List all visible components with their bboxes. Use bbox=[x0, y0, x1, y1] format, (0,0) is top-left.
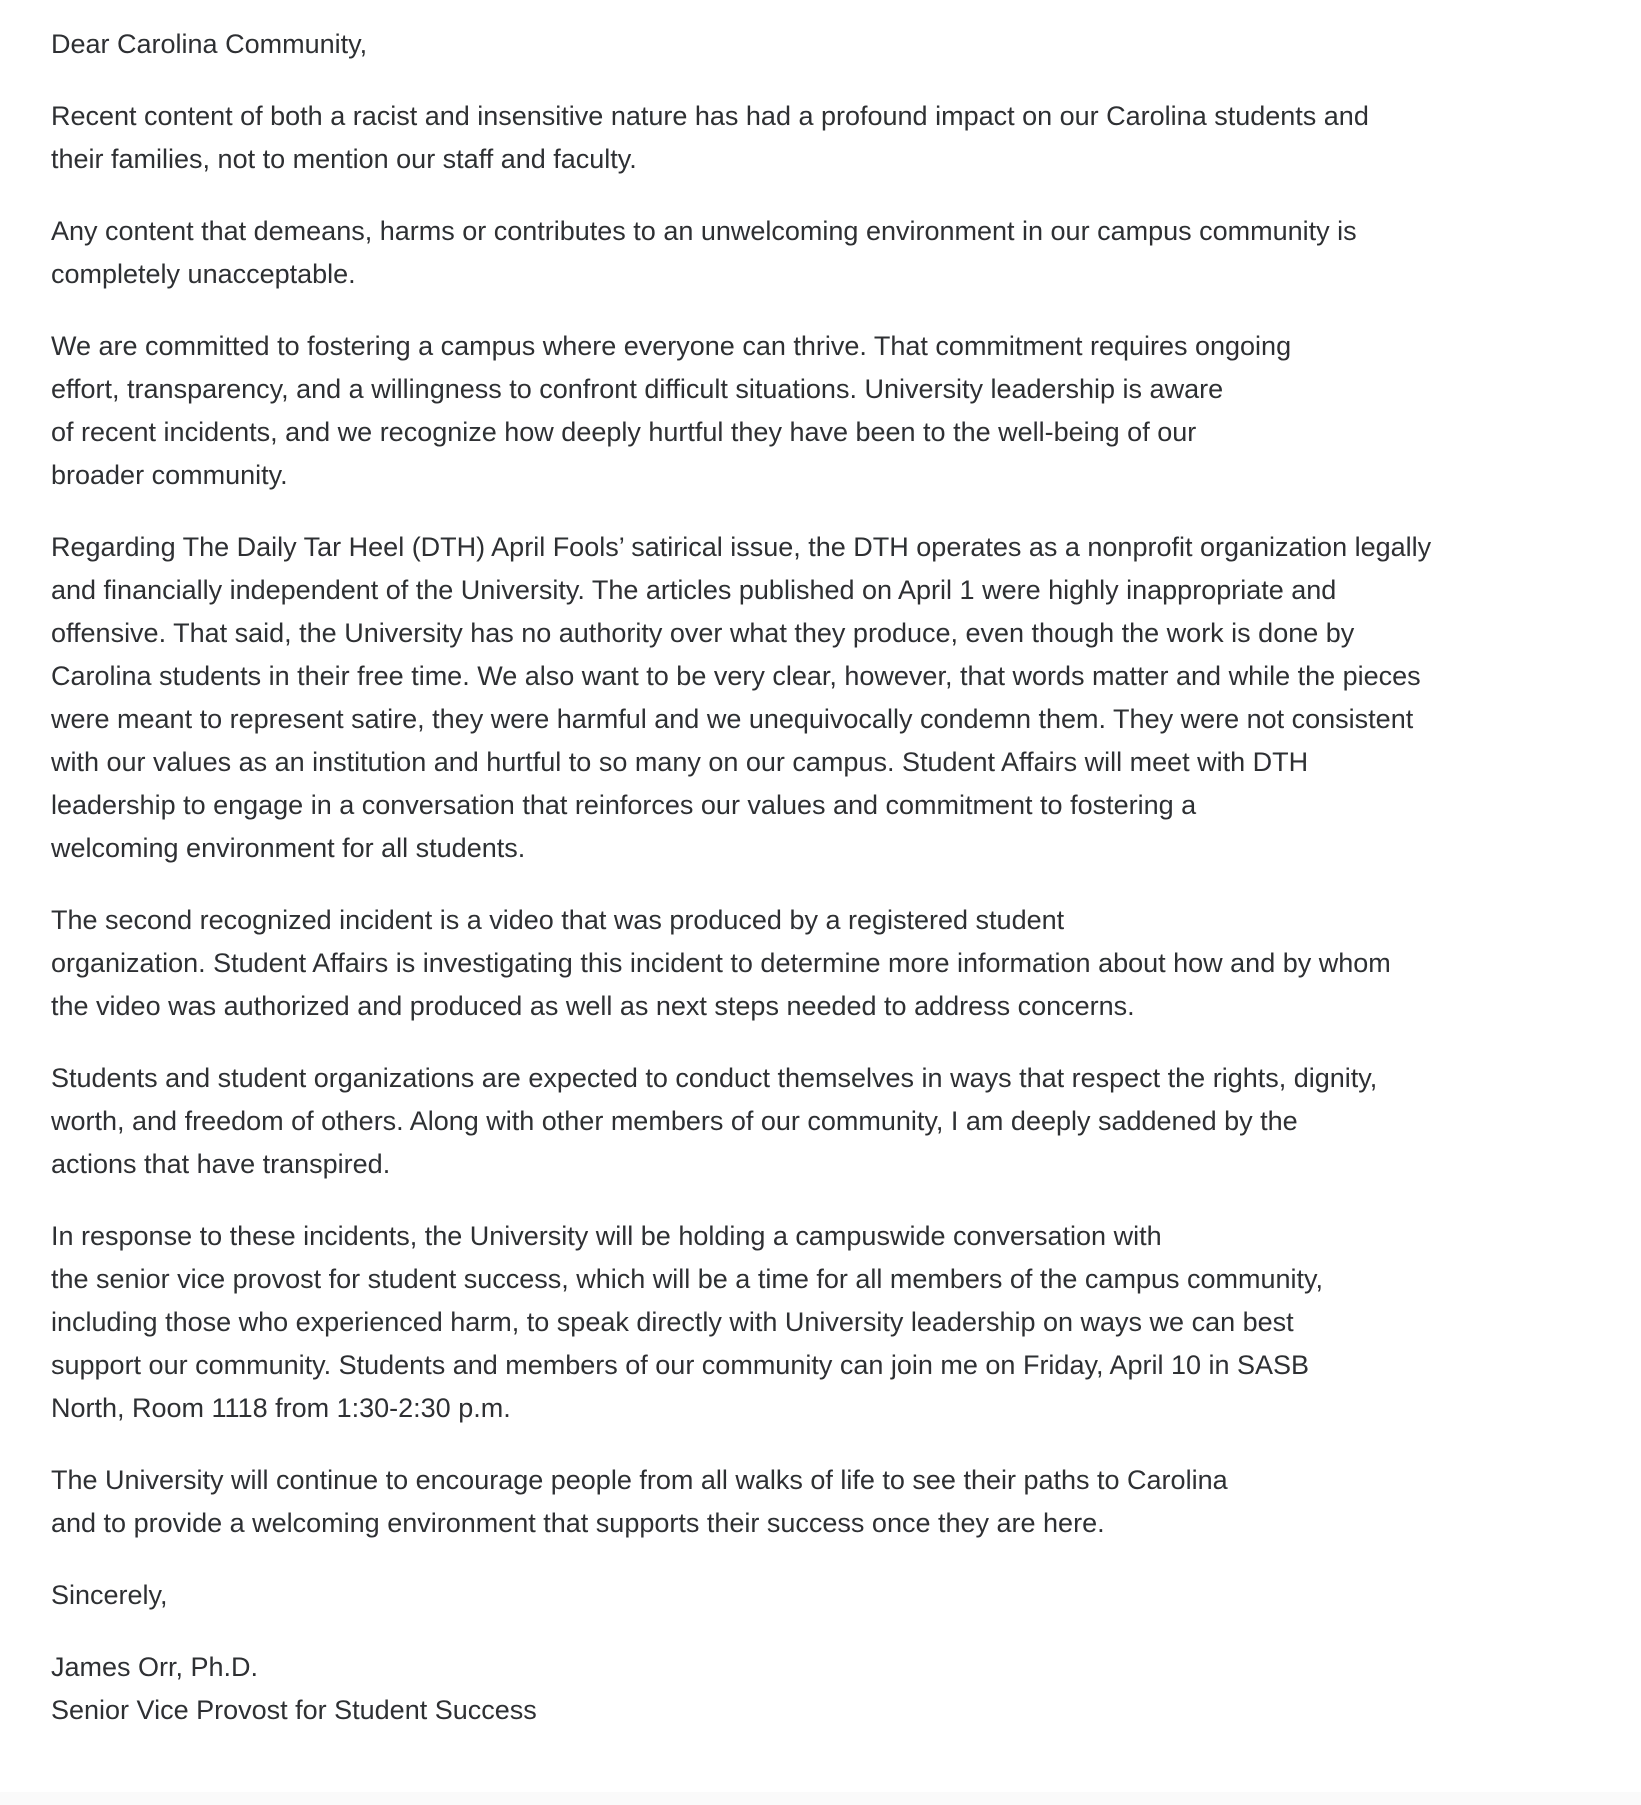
letter-paragraph: Recent content of both a racist and insensitive nature has had a profound impact on our Carolina students and their families, not to mention our staff and faculty. bbox=[51, 101, 1369, 174]
closing: Sincerely, bbox=[51, 1580, 168, 1610]
letter-paragraph: The University will continue to encourage people from all walks of life to see their paths to Carolina and to provide a welcoming environment that supports their success once they are here. bbox=[51, 1465, 1228, 1538]
letter-paragraph: The second recognized incident is a video that was produced by a registered student organization. Student Affairs is investigating this incident to determine more information about how and by whom the video was authorized and produced as well as next steps needed to address concerns. bbox=[51, 905, 1391, 1021]
letter-paragraph: Any content that demeans, harms or contributes to an unwelcoming environment in our campus community is completely unacceptable. bbox=[51, 216, 1357, 289]
signature-block bbox=[51, 1646, 1601, 1732]
letter-paragraph: Regarding The Daily Tar Heel (DTH) April Fools’ satirical issue, the DTH operates as a nonprofit organization legally and financially independent of the University. The articles published on April 1 were highly inappropriate and offensive. That said, the University has no authority over what they produce, even though the work is done by Carolina students in their free time. We also want to be very clear, however, that words matter and while the pieces were meant to represent satire, they were harmful and we unequivocally condemn them. They were not consistent with our values as an institution and hurtful to so many on our campus. Student Affairs will meet with DTH leadership to engage in a conversation that reinforces our values and commitment to fostering a welcoming environment for all students. bbox=[51, 532, 1432, 863]
letter-paragraph: Students and student organizations are expected to conduct themselves in ways that respect the rights, dignity, worth, and freedom of others. Along with other members of our community, I am deeply saddened by the actions that have transpired. bbox=[51, 1063, 1378, 1179]
letter-paragraph: We are committed to fostering a campus where everyone can thrive. That commitment requires ongoing effort, transparency, and a willingness to confront difficult situations. University leadership is aware of recent incidents, and we recognize how deeply hurtful they have been to the well-being of our broader community. bbox=[51, 331, 1292, 490]
salutation: Dear Carolina Community, bbox=[51, 29, 368, 59]
letter-paragraph: In response to these incidents, the University will be holding a campuswide conversation with the senior vice provost for student success, which will be a time for all members of the campus community, including those who experienced harm, to speak directly with University leadership on ways we can best support our community. Students and members of our community can join me on Friday, April 10 in SASB North, Room 1118 from 1:30-2:30 p.m. bbox=[51, 1221, 1324, 1423]
signature-name: James Orr, Ph.D. bbox=[51, 1652, 259, 1682]
page-bottom-edge bbox=[0, 1792, 1641, 1805]
letter-body bbox=[51, 95, 1601, 1545]
signature-title: Senior Vice Provost for Student Success bbox=[51, 1695, 537, 1725]
